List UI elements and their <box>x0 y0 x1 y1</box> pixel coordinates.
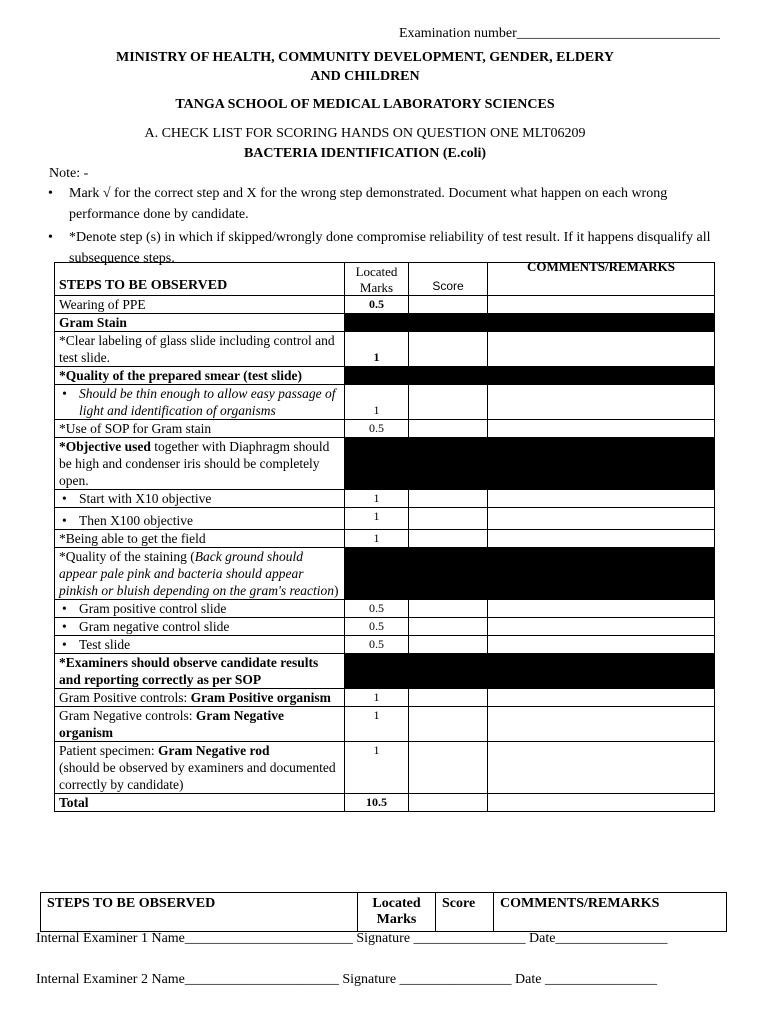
row-mark: 1 <box>345 742 409 794</box>
section-quality-smear: *Quality of the prepared smear (test slide) <box>55 367 345 385</box>
score-cell[interactable] <box>409 385 488 420</box>
row-label <box>55 385 345 420</box>
comment-cell[interactable] <box>488 689 715 707</box>
patient-prefix: Patient specimen: <box>59 743 158 758</box>
blacked-out-cell <box>345 654 715 689</box>
table-row <box>55 794 715 812</box>
objective-bold: *Objective used <box>59 439 151 454</box>
comment-cell[interactable] <box>488 296 715 314</box>
row-mark: 1 <box>345 689 409 707</box>
header-located: Located <box>355 267 398 279</box>
table-row <box>55 707 715 742</box>
comment-cell[interactable] <box>488 636 715 654</box>
staining-prefix: *Quality of the staining ( <box>59 549 195 564</box>
ministry-line-2: AND CHILDREN <box>310 69 420 84</box>
ministry-title <box>0 48 730 86</box>
blacked-out-cell <box>345 438 715 490</box>
row-label <box>55 689 345 707</box>
row-label <box>55 508 345 530</box>
row-mark: 1 <box>345 530 409 548</box>
table-row <box>55 508 715 530</box>
table-row <box>55 490 715 508</box>
comment-cell[interactable] <box>488 490 715 508</box>
row-mark: 0.5 <box>345 636 409 654</box>
score-cell[interactable] <box>409 490 488 508</box>
subject-title: BACTERIA IDENTIFICATION (E.coli) <box>243 146 487 161</box>
score-cell[interactable] <box>409 794 488 812</box>
section-gram-stain: Gram Stain <box>55 314 345 332</box>
row-label: Wearing of PPE <box>55 296 345 314</box>
checklist-title: A. CHECK LIST FOR SCORING HANDS ON QUESTION ONE MLT06209 <box>144 126 586 141</box>
examination-number: Examination number_____________________________ <box>399 26 720 41</box>
header-marks: Marks <box>359 280 394 295</box>
ministry-line-1: MINISTRY OF HEALTH, COMMUNITY DEVELOPMENT, GENDER, ELDERY <box>115 50 614 65</box>
row-mark: 1 <box>345 707 409 742</box>
row-mark: 1 <box>345 332 409 367</box>
table-row <box>55 530 715 548</box>
header-comments <box>488 263 715 296</box>
table-row <box>55 654 715 689</box>
comment-cell[interactable] <box>488 600 715 618</box>
staining-suffix: ) <box>334 583 339 598</box>
scoring-table <box>54 262 715 812</box>
footer-steps: STEPS TO BE OBSERVED <box>41 893 358 932</box>
table-row <box>55 314 715 332</box>
score-cell[interactable] <box>409 600 488 618</box>
row-label: *Use of SOP for Gram stain <box>55 420 345 438</box>
table-row <box>55 600 715 618</box>
blacked-out-cell <box>345 367 715 385</box>
school-title: TANGA SCHOOL OF MEDICAL LABORATORY SCIENCES <box>175 97 555 112</box>
comment-cell[interactable] <box>488 385 715 420</box>
score-cell[interactable] <box>409 636 488 654</box>
table-row <box>55 332 715 367</box>
row-mark: 1 <box>345 490 409 508</box>
table-row <box>55 618 715 636</box>
score-cell[interactable] <box>409 332 488 367</box>
row-label <box>55 742 345 794</box>
score-cell[interactable] <box>409 689 488 707</box>
row-label-text: • Then X100 objective <box>59 512 340 529</box>
row-label-text: • Gram positive control slide <box>59 600 340 617</box>
score-cell[interactable] <box>409 508 488 530</box>
blacked-out-cell <box>345 548 715 600</box>
row-label: *Clear labeling of glass slide including control and test slide. <box>55 332 345 367</box>
footer-header-table <box>40 892 727 932</box>
blacked-out-cell <box>345 314 715 332</box>
row-mark: 1 <box>345 508 409 530</box>
pos-controls-prefix: Gram Positive controls: <box>59 690 191 705</box>
comment-cell[interactable] <box>488 420 715 438</box>
row-label <box>55 707 345 742</box>
header-located-marks <box>345 263 409 296</box>
note-bullet-1 <box>48 183 728 225</box>
table-row <box>55 689 715 707</box>
row-label-text: • Test slide <box>59 636 340 653</box>
score-cell[interactable] <box>409 707 488 742</box>
row-label <box>55 548 345 600</box>
examiner-1-signature-line: Internal Examiner 1 Name________________________ Signature ________________ Date________________ <box>36 931 668 946</box>
row-label-text: • Start with X10 objective <box>59 490 340 507</box>
table-row <box>55 385 715 420</box>
examiner-2-signature-line: Internal Examiner 2 Name______________________ Signature ________________ Date ________________ <box>36 972 657 987</box>
footer-comments: COMMENTS/REMARKS <box>494 893 727 932</box>
header-steps: STEPS TO BE OBSERVED <box>55 263 345 296</box>
comment-cell[interactable] <box>488 742 715 794</box>
row-label-text: • Should be thin enough to allow easy passage of light and identification of organisms <box>59 385 340 419</box>
neg-controls-prefix: Gram Negative controls: <box>59 708 196 723</box>
note-bullet-2-text: *Denote step (s) in which if skipped/wrongly done compromise reliability of test result. If it happens disqualify all subsequence steps. <box>69 230 711 265</box>
pos-controls-bold: Gram Positive organism <box>190 690 331 705</box>
table-row <box>55 420 715 438</box>
row-label <box>55 600 345 618</box>
score-cell[interactable] <box>409 420 488 438</box>
row-mark: 1 <box>345 385 409 420</box>
header-comments-text: COMMENTS/REMARKS <box>526 263 676 274</box>
section-examiners: *Examiners should observe candidate results and reporting correctly as per SOP <box>55 654 345 689</box>
note-bullet-1-text: Mark √ for the correct step and X for the wrong step demonstrated. Document what happen on each wrong performance done by candidate. <box>69 186 668 222</box>
header-score: Score <box>409 263 488 296</box>
patient-bold: Gram Negative rod <box>157 743 270 758</box>
footer-located-marks: Located Marks <box>358 893 436 932</box>
table-header-row <box>55 263 715 296</box>
total-label: Total <box>55 794 345 812</box>
row-mark: 0.5 <box>345 600 409 618</box>
row-mark: 0.5 <box>345 296 409 314</box>
score-cell[interactable] <box>409 296 488 314</box>
table-row <box>55 742 715 794</box>
bullet-icon: • <box>48 230 53 245</box>
row-label: *Being able to get the field <box>55 530 345 548</box>
note-bullet-2 <box>48 227 728 265</box>
comment-cell[interactable] <box>488 530 715 548</box>
bullet-icon: • <box>48 186 53 201</box>
comment-cell[interactable] <box>488 707 715 742</box>
table-row <box>55 296 715 314</box>
objective-rest: together with Diaphragm should be high and condenser iris should be completely open. <box>59 439 330 488</box>
score-cell[interactable] <box>409 618 488 636</box>
note-label: Note: - <box>49 166 89 181</box>
row-label <box>55 438 345 490</box>
row-mark: 0.5 <box>345 420 409 438</box>
row-label <box>55 490 345 508</box>
comment-cell[interactable] <box>488 618 715 636</box>
neg-controls-bold: Gram Negative organism <box>59 708 284 740</box>
total-mark: 10.5 <box>345 794 409 812</box>
table-row <box>55 636 715 654</box>
comment-cell[interactable] <box>488 332 715 367</box>
score-cell[interactable] <box>409 530 488 548</box>
row-label-text: • Gram negative control slide <box>59 618 340 635</box>
table-row <box>55 548 715 600</box>
footer-score: Score <box>436 893 494 932</box>
patient-rest: (should be observed by examiners and documented correctly by candidate) <box>59 760 336 792</box>
row-label <box>55 618 345 636</box>
footer-header-row <box>41 893 727 932</box>
score-cell[interactable] <box>409 742 488 794</box>
table-row <box>55 438 715 490</box>
comment-cell[interactable] <box>488 508 715 530</box>
row-mark: 0.5 <box>345 618 409 636</box>
table-row <box>55 367 715 385</box>
row-label <box>55 636 345 654</box>
comment-cell[interactable] <box>488 794 715 812</box>
staining-italic: Back ground should appear pale pink and bacteria should appear pinkish or bluish depending on the gram's reaction <box>59 549 334 598</box>
